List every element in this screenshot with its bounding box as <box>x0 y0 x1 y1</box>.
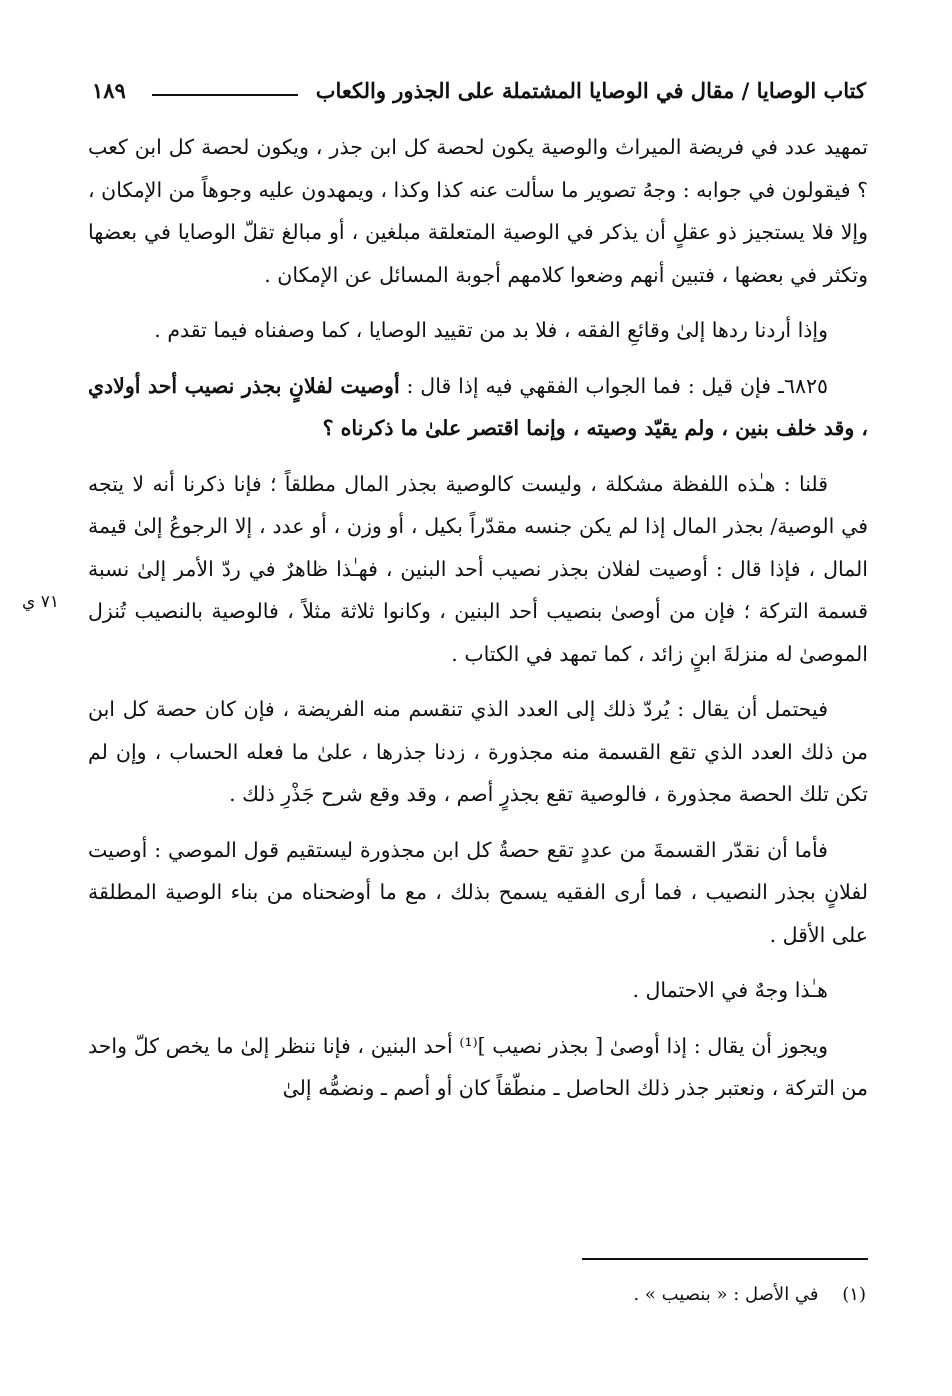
question-text: أوصيت لفلانٍ بجذر نصيب أحد أولادي ، وقد خلف بنين ، ولم يقيّد وصيته ، وإنما اقتصر علىٰ ما ذكرناه ؟ <box>88 373 868 440</box>
paragraph: ويجوز أن يقال : إذا أوصىٰ [ بجذر نصيب ]⁽¹⁾ أحد البنين ، فإنا ننظر إلىٰ ما يخص كلّ واحد من التركة ، ونعتبر جذر ذلك الحاصل ـ منطّقاً كان أو أصم ـ ونضمُّه إلىٰ <box>88 1033 868 1100</box>
paragraph: فيحتمل أن يقال : يُردّ ذلك إلى العدد الذي تنقسم منه الفريضة ، فإن كان حصة كل ابن من ذلك العدد الذي تقع القسمة منه مجذورة ، زدنا جذرها ، علىٰ ما فعله الحساب ، وإن لم تكن تلك الحصة مجذورة ، فالوصية تقع بجذرٍ أصم ، وقد وقع شرح جَذْرِ ذلك . <box>88 697 868 806</box>
footnote-text: في الأصل : « بنصيب » . <box>633 1284 819 1305</box>
page-number: ١٨٩ <box>92 78 126 103</box>
paragraph: فأما أن نقدّر القسمةَ من عددٍ تقع حصةُ كل ابن مجذورة ليستقيم قول الموصي : أوصيت لفلانٍ بجذر النصيب ، فما أرى الفقيه يسمح بذلك ، مع ما أوضحناه من بناء الوصية المطلقة على الأقل . <box>88 837 868 947</box>
running-title: كتاب الوصايا / مقال في الوصايا المشتملة على الجذور والكعاب <box>315 78 866 103</box>
question-number: ٦٨٢٥ـ فإن قيل : فما الجواب الفقهي فيه إذا قال : <box>406 373 828 398</box>
header-rule <box>152 94 298 96</box>
footnote-number: (١) <box>842 1284 866 1305</box>
paragraph: قلنا : هـٰذه اللفظة مشكلة ، وليست كالوصية بجذر المال مطلقاً ؛ فإنا ذكرنا أنه لا يتجه في الوصية/ بجذر المال إذا لم يكن جنسه مقدّراً بكيل ، أو وزن ، أو عدد ، إلا الرجوعُ إلىٰ قيمة المال ، فإذا قال : أوصيت لفلان بجذر نصيب أحد البنين ، فهـٰذا ظاهرٌ في ردّ الأمر إلىٰ نسبة قسمة التركة ؛ فإن من أوصىٰ بنصيب أحد البنين ، وكانوا ثلاثة مثلاً ، فالوصية بالنصيب تُنزل الموصىٰ له منزلةَ ابنٍ زائد ، كما تمهد في الكتاب . <box>88 471 868 666</box>
paragraph: هـٰذا وجهٌ في الاحتمال . <box>632 978 828 1002</box>
running-header <box>92 72 866 118</box>
footnote-separator <box>582 1258 868 1260</box>
manuscript-margin-note: ٧١ ي <box>22 592 59 612</box>
footnote <box>633 1284 866 1305</box>
main-text <box>88 126 868 1123</box>
paragraph: تمهيد عدد في فريضة الميراث والوصية يكون لحصة كل ابن جذر ، ويكون لحصة كل ابن كعب ؟ فيقولون في جوابه : وجهُ تصوير ما سألت عنه كذا وكذا ، ويمهدون عليه وجوهاً من الإمكان ، وإلا فلا يستجيز ذو عقلٍ أن يذكر في الوصية المتعلقة مبلغين ، أو مبالغ تقلّ الوصايا في بعضها وتكثر في بعضها ، فتبين أنهم وضعوا كلامهم أجوبة المسائل عن الإمكان . <box>88 135 868 287</box>
question-paragraph <box>88 365 868 450</box>
paragraph: وإذا أردنا ردها إلىٰ وقائعِ الفقه ، فلا بد من تقييد الوصايا ، كما وصفناه فيما تقدم . <box>154 318 828 342</box>
